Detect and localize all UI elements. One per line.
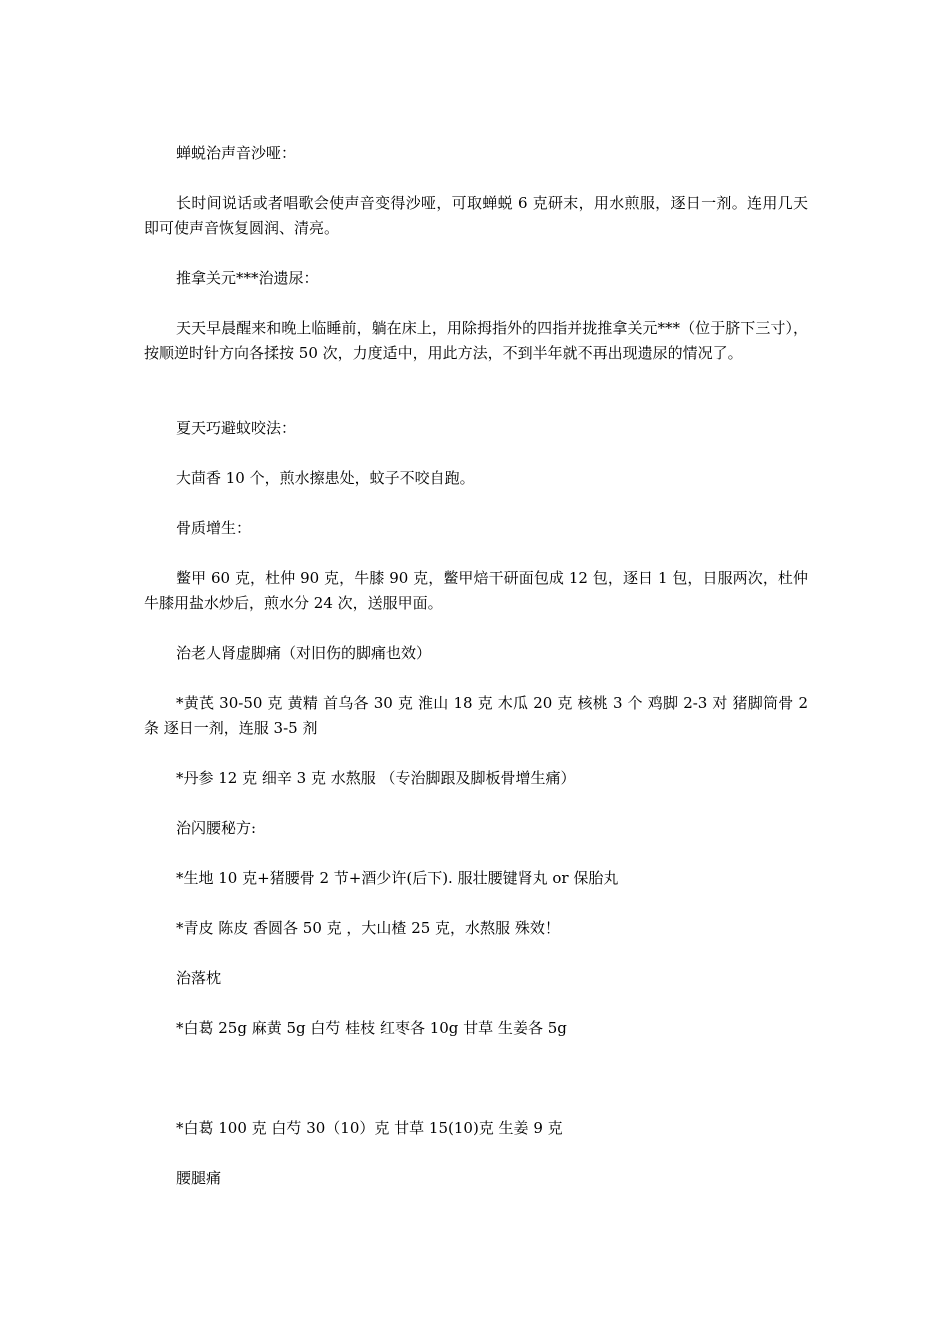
recipe-foot-pain-2: *丹参 12 克 细辛 3 克 水熬服 （专治脚跟及脚板骨增生痛） — [176, 769, 576, 787]
recipe-stiff-neck-1: *白葛 25g 麻黄 5g 白芍 桂枝 红枣各 10g 甘草 生姜各 5g — [176, 1019, 567, 1037]
paragraph-mosquito-body: 大茴香 10 个，煎水擦患处，蚊子不咬自跑。 — [176, 469, 475, 487]
heading-chantui: 蝉蜕治声音沙哑： — [176, 144, 297, 162]
heading-mosquito: 夏天巧避蚊咬法： — [176, 419, 297, 437]
paragraph-chantui-body: 长时间说话或者唱歌会使声音变得沙哑，可取蝉蜕 6 克研末，用水煎服，逐日一剂。连用几天即可使声音恢复圆润、清亮。 — [144, 194, 808, 237]
recipe-stiff-neck-2: *白葛 100 克 白芍 30（10）克 甘草 15(10)克 生姜 9 克 — [176, 1119, 563, 1137]
recipe-lumbar-1: *生地 10 克+猪腰骨 2 节+酒少许(后下). 服壮腰键肾丸 or 保胎丸 — [176, 869, 619, 887]
heading-lumbar-sprain: 治闪腰秘方: — [176, 819, 257, 837]
heading-bone-spur: 骨质增生： — [176, 519, 252, 537]
heading-stiff-neck: 治落枕 — [176, 969, 222, 987]
paragraph-guanyuan-body: 天天早晨醒来和晚上临睡前，躺在床上，用除拇指外的四指并拢推拿关元***（位于脐下三寸），按顺逆时针方向各揉按 50 次，力度适中，用此方法，不到半年就不再出现遗尿的情况了。 — [144, 319, 808, 362]
heading-guanyuan: 推拿关元***治遗尿： — [176, 269, 319, 287]
paragraph-bone-spur-body: 鳖甲 60 克，杜仲 90 克，牛膝 90 克，鳖甲焙干研面包成 12 包，逐日 1 包，日服两次，杜仲牛膝用盐水炒后，煎水分 24 次，送服甲面。 — [144, 569, 808, 612]
heading-foot-pain: 治老人肾虚脚痛（对旧伤的脚痛也效） — [176, 644, 432, 662]
recipe-lumbar-2: *青皮 陈皮 香圆各 50 克 ，大山楂 25 克，水熬服 殊效！ — [176, 919, 560, 937]
recipe-foot-pain-1: *黄芪 30-50 克 黄精 首乌各 30 克 淮山 18 克 木瓜 20 克 核桃 3 个 鸡脚 2-3 对 猪脚筒骨 2 条 逐日一剂，连服 3-5 剂 — [144, 694, 808, 737]
heading-back-leg-pain: 腰腿痛 — [176, 1169, 222, 1187]
